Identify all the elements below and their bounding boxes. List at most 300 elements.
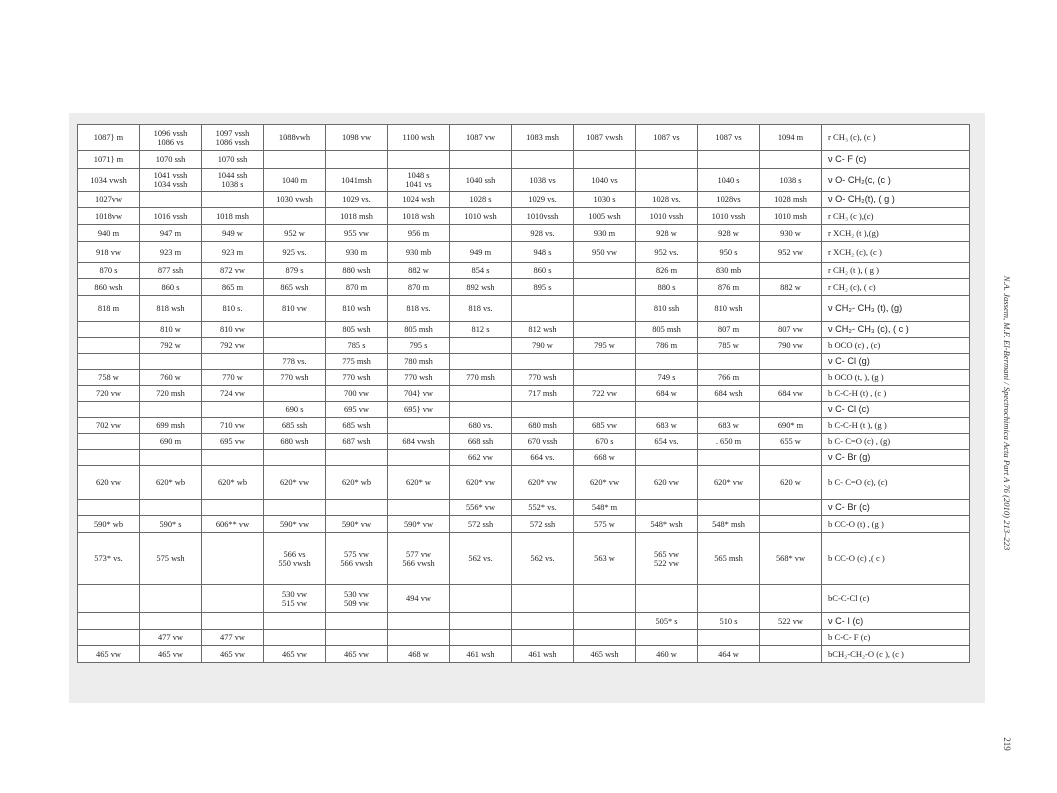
frequency-cell: 790 vw	[760, 338, 822, 354]
frequency-cell: 770 w	[202, 370, 264, 386]
frequency-cell: 950 vw	[574, 242, 636, 263]
frequency-cell: 562 vs.	[512, 533, 574, 585]
frequency-cell: 722 vw	[574, 386, 636, 402]
frequency-cell: 930 m	[574, 225, 636, 242]
frequency-cell	[388, 418, 450, 434]
frequency-cell: 720 msh	[140, 386, 202, 402]
frequency-cell: 590* s	[140, 516, 202, 533]
frequency-cell: 795 w	[574, 338, 636, 354]
page-number: 219	[1002, 737, 1012, 751]
frequency-cell: 1040 vs	[574, 169, 636, 192]
frequency-cell: 1034 vwsh	[78, 169, 140, 192]
frequency-cell: 810 wsh	[326, 296, 388, 322]
frequency-cell: 680 vs.	[450, 418, 512, 434]
frequency-cell: 1070 ssh	[202, 151, 264, 169]
frequency-cell	[512, 296, 574, 322]
frequency-cell: 465 vw	[326, 646, 388, 663]
frequency-cell: 1087 vs	[698, 125, 760, 151]
frequency-cell: 510 s	[698, 613, 760, 630]
frequency-cell: 690* m	[760, 418, 822, 434]
frequency-cell	[388, 500, 450, 516]
frequency-cell: 872 vw	[202, 263, 264, 279]
frequency-cell	[574, 630, 636, 646]
frequency-cell: 1041 vssh 1034 vssh	[140, 169, 202, 192]
frequency-cell	[760, 516, 822, 533]
frequency-cell: 955 vw	[326, 225, 388, 242]
frequency-cell: 464 w	[698, 646, 760, 663]
frequency-cell	[512, 151, 574, 169]
frequency-cell: 928 w	[698, 225, 760, 242]
assignment-cell: b C-C-H (t) , (c )	[822, 386, 970, 402]
frequency-cell: 766 m	[698, 370, 760, 386]
frequency-cell: 770 wsh	[326, 370, 388, 386]
frequency-cell: 465 wsh	[574, 646, 636, 663]
frequency-cell	[574, 354, 636, 370]
frequency-cell: 877 ssh	[140, 263, 202, 279]
frequency-cell: 892 wsh	[450, 279, 512, 296]
frequency-cell	[388, 450, 450, 466]
frequency-cell: 807 vw	[760, 322, 822, 338]
frequency-cell: 826 m	[636, 263, 698, 279]
frequency-cell: 590* vw	[326, 516, 388, 533]
frequency-cell	[202, 585, 264, 613]
frequency-cell	[78, 402, 140, 418]
frequency-cell: 930 m	[326, 242, 388, 263]
frequency-cell: 758 w	[78, 370, 140, 386]
frequency-cell: 805 msh	[388, 322, 450, 338]
frequency-cell: 1088vwh	[264, 125, 326, 151]
frequency-cell: 870 m	[326, 279, 388, 296]
frequency-cell	[636, 151, 698, 169]
frequency-cell	[78, 450, 140, 466]
frequency-cell	[760, 450, 822, 466]
frequency-cell: 785 s	[326, 338, 388, 354]
table-row	[78, 386, 970, 402]
frequency-cell: 548* m	[574, 500, 636, 516]
frequency-cell: 925 vs.	[264, 242, 326, 263]
frequency-cell: 1044 ssh 1038 s	[202, 169, 264, 192]
frequency-cell: 620 w	[760, 466, 822, 500]
frequency-cell: 572 ssh	[512, 516, 574, 533]
frequency-cell	[450, 613, 512, 630]
frequency-cell: 923 m	[140, 242, 202, 263]
frequency-cell: 818 vs.	[450, 296, 512, 322]
frequency-cell	[264, 450, 326, 466]
frequency-cell	[574, 151, 636, 169]
frequency-cell: 590* vw	[264, 516, 326, 533]
frequency-cell	[698, 630, 760, 646]
frequency-cell	[698, 450, 760, 466]
table-row	[78, 434, 970, 450]
assignment-cell: b CC-O (t) , (g )	[822, 516, 970, 533]
frequency-cell: 1071} m	[78, 151, 140, 169]
assignment-cell: b OCO (t, ), (g )	[822, 370, 970, 386]
frequency-cell: 1038 vs	[512, 169, 574, 192]
frequency-cell: 690 m	[140, 434, 202, 450]
frequency-cell: 1087} m	[78, 125, 140, 151]
frequency-cell: 620* wb	[326, 466, 388, 500]
frequency-cell: 749 s	[636, 370, 698, 386]
frequency-cell	[264, 322, 326, 338]
frequency-cell	[636, 354, 698, 370]
frequency-cell: 461 wsh	[512, 646, 574, 663]
frequency-cell	[698, 500, 760, 516]
frequency-cell: 575 w	[574, 516, 636, 533]
frequency-cell	[760, 585, 822, 613]
frequency-cell: 810 vw	[202, 322, 264, 338]
frequency-cell	[698, 354, 760, 370]
frequency-cell: 655 w	[760, 434, 822, 450]
frequency-cell: 930 mb	[388, 242, 450, 263]
frequency-cell: 700 vw	[326, 386, 388, 402]
frequency-cell	[760, 263, 822, 279]
frequency-cell: 1087 vw	[450, 125, 512, 151]
frequency-cell: 670 vssh	[512, 434, 574, 450]
frequency-cell	[202, 533, 264, 585]
assignment-cell: ν C- Cl (c)	[822, 402, 970, 418]
frequency-cell: 810 s.	[202, 296, 264, 322]
frequency-cell: 1028 msh	[760, 192, 822, 208]
frequency-cell: 687 wsh	[326, 434, 388, 450]
frequency-cell	[202, 450, 264, 466]
frequency-cell: 465 vw	[202, 646, 264, 663]
frequency-cell	[450, 354, 512, 370]
frequency-cell: 1096 vssh 1086 vs	[140, 125, 202, 151]
frequency-cell	[202, 500, 264, 516]
frequency-cell: 928 vs.	[512, 225, 574, 242]
frequency-cell	[636, 500, 698, 516]
frequency-cell: 950 s	[698, 242, 760, 263]
frequency-cell: 795 s	[388, 338, 450, 354]
frequency-cell: 590* vw	[388, 516, 450, 533]
frequency-cell: 1010 msh	[760, 208, 822, 225]
frequency-cell	[450, 402, 512, 418]
frequency-cell: 1028 s	[450, 192, 512, 208]
assignment-cell: bC-C-Cl (c)	[822, 585, 970, 613]
frequency-cell: 790 w	[512, 338, 574, 354]
frequency-cell: 812 wsh	[512, 322, 574, 338]
table-row	[78, 296, 970, 322]
frequency-cell: 548* msh	[698, 516, 760, 533]
frequency-cell	[760, 646, 822, 663]
frequency-cell: 948 s	[512, 242, 574, 263]
frequency-cell: 1010 vssh	[698, 208, 760, 225]
frequency-cell: 717 msh	[512, 386, 574, 402]
assignment-cell: ν O- CH₂(c, (c )	[822, 169, 970, 192]
frequency-cell: 670 s	[574, 434, 636, 450]
frequency-cell	[78, 354, 140, 370]
assignment-cell: r XCH₂ (t ),(g)	[822, 225, 970, 242]
frequency-cell: 1030 vwsh	[264, 192, 326, 208]
frequency-cell	[636, 169, 698, 192]
assignment-cell: b C- C=O (c), (c)	[822, 466, 970, 500]
frequency-cell	[140, 500, 202, 516]
frequency-cell: 522 vw	[760, 613, 822, 630]
assignment-cell: b C- C=O (c) , (g)	[822, 434, 970, 450]
assignment-cell: ν O- CH₂(t), ( g )	[822, 192, 970, 208]
frequency-cell	[78, 613, 140, 630]
frequency-cell: 680 msh	[512, 418, 574, 434]
frequency-cell: 810 vw	[264, 296, 326, 322]
frequency-cell: 792 w	[140, 338, 202, 354]
table-row	[78, 402, 970, 418]
frequency-cell: 770 wsh	[388, 370, 450, 386]
frequency-cell: 780 msh	[388, 354, 450, 370]
frequency-cell: 880 wsh	[326, 263, 388, 279]
assignment-cell: r CH₂ (t ), ( g )	[822, 263, 970, 279]
frequency-cell	[512, 402, 574, 418]
frequency-cell	[78, 630, 140, 646]
frequency-cell: 685 ssh	[264, 418, 326, 434]
frequency-cell: 812 s	[450, 322, 512, 338]
frequency-cell	[574, 322, 636, 338]
frequency-cell: 947 m	[140, 225, 202, 242]
frequency-cell: 930 w	[760, 225, 822, 242]
frequency-cell: 680 wsh	[264, 434, 326, 450]
frequency-cell	[574, 585, 636, 613]
frequency-cell	[636, 450, 698, 466]
frequency-cell	[636, 402, 698, 418]
frequency-cell: 620* vw	[512, 466, 574, 500]
frequency-cell	[78, 338, 140, 354]
table-row	[78, 370, 970, 386]
frequency-cell: 1041msh	[326, 169, 388, 192]
frequency-cell: 770 wsh	[512, 370, 574, 386]
frequency-cell: 949 m	[450, 242, 512, 263]
running-head: N.A. Jassem, M.F. El-Bermani / Spectrochimica Acta Part A 76 (2010) 213–223	[1002, 275, 1012, 551]
frequency-cell: 1040 ssh	[450, 169, 512, 192]
table-row	[78, 500, 970, 516]
frequency-cell: 1070 ssh	[140, 151, 202, 169]
frequency-cell: 575 vw 566 vwsh	[326, 533, 388, 585]
frequency-cell: 760 w	[140, 370, 202, 386]
frequency-cell: 1018 msh	[202, 208, 264, 225]
frequency-cell: 606** vw	[202, 516, 264, 533]
table-row	[78, 242, 970, 263]
frequency-cell	[760, 354, 822, 370]
frequency-cell: 620* vw	[574, 466, 636, 500]
frequency-cell: 565 msh	[698, 533, 760, 585]
table-row	[78, 208, 970, 225]
frequency-cell: 928 w	[636, 225, 698, 242]
frequency-cell: 949 w	[202, 225, 264, 242]
assignment-cell: r CH₂ (c), ( c)	[822, 279, 970, 296]
frequency-cell: 1087 vwsh	[574, 125, 636, 151]
frequency-cell	[78, 322, 140, 338]
frequency-cell: 785 w	[698, 338, 760, 354]
frequency-cell: 880 s	[636, 279, 698, 296]
frequency-cell: 465 vw	[78, 646, 140, 663]
frequency-cell: 654 vs.	[636, 434, 698, 450]
frequency-cell: 860 wsh	[78, 279, 140, 296]
frequency-cell: 1010 wsh	[450, 208, 512, 225]
frequency-cell	[202, 402, 264, 418]
frequency-cell	[512, 585, 574, 613]
frequency-cell: 1027vw	[78, 192, 140, 208]
assignment-cell: ν C- F (c)	[822, 151, 970, 169]
frequency-cell: 952 w	[264, 225, 326, 242]
frequency-cell	[326, 151, 388, 169]
frequency-cell: 786 m	[636, 338, 698, 354]
frequency-cell: 548* wsh	[636, 516, 698, 533]
frequency-cell: 1048 s 1041 vs	[388, 169, 450, 192]
frequency-cell: 882 w	[760, 279, 822, 296]
frequency-cell	[760, 151, 822, 169]
assignment-cell: ν C- Br (g)	[822, 450, 970, 466]
frequency-cell: 530 vw 515 vw	[264, 585, 326, 613]
frequency-cell	[264, 630, 326, 646]
frequency-cell	[450, 151, 512, 169]
frequency-cell: 685 vw	[574, 418, 636, 434]
frequency-cell: 940 m	[78, 225, 140, 242]
frequency-cell: 860 s	[512, 263, 574, 279]
frequency-cell	[636, 630, 698, 646]
frequency-cell: 1040 m	[264, 169, 326, 192]
table-row	[78, 585, 970, 613]
frequency-cell: 1087 vs	[636, 125, 698, 151]
frequency-cell: 573* vs.	[78, 533, 140, 585]
frequency-cell: . 650 m	[698, 434, 760, 450]
frequency-cell	[264, 613, 326, 630]
frequency-cell	[78, 434, 140, 450]
assignment-cell: b C-C- F (c)	[822, 630, 970, 646]
frequency-cell: 879 s	[264, 263, 326, 279]
table-row	[78, 263, 970, 279]
frequency-cell: 870 s	[78, 263, 140, 279]
frequency-cell: 818 wsh	[140, 296, 202, 322]
frequency-cell: 876 m	[698, 279, 760, 296]
frequency-cell: 684 vw	[760, 386, 822, 402]
table-row	[78, 630, 970, 646]
frequency-cell	[512, 613, 574, 630]
frequency-cell: 668 ssh	[450, 434, 512, 450]
frequency-cell: 620* vw	[450, 466, 512, 500]
frequency-cell: 572 ssh	[450, 516, 512, 533]
frequency-cell: 690 s	[264, 402, 326, 418]
assignment-cell: b OCO (c) , (c)	[822, 338, 970, 354]
frequency-cell: 818 m	[78, 296, 140, 322]
frequency-cell: 810 ssh	[636, 296, 698, 322]
frequency-cell: 895 s	[512, 279, 574, 296]
table-row	[78, 466, 970, 500]
frequency-cell: 792 vw	[202, 338, 264, 354]
frequency-cell: 563 w	[574, 533, 636, 585]
frequency-cell	[450, 386, 512, 402]
frequency-cell: 1083 msh	[512, 125, 574, 151]
frequency-cell: 1028vs	[698, 192, 760, 208]
table-row	[78, 151, 970, 169]
frequency-cell: 1010 vssh	[636, 208, 698, 225]
table-row	[78, 322, 970, 338]
frequency-cell: 664 vs.	[512, 450, 574, 466]
frequency-cell	[574, 263, 636, 279]
frequency-cell: 552* vs.	[512, 500, 574, 516]
assignment-cell: r CH₃ (c), (c )	[822, 125, 970, 151]
frequency-cell: 1018 wsh	[388, 208, 450, 225]
assignment-cell: r XCH₂ (c), (c )	[822, 242, 970, 263]
frequency-cell: 565 vw 522 vw	[636, 533, 698, 585]
frequency-cell: 685 wsh	[326, 418, 388, 434]
frequency-cell: 695} vw	[388, 402, 450, 418]
table-row	[78, 613, 970, 630]
frequency-cell: 770 msh	[450, 370, 512, 386]
frequency-cell: 1029 vs.	[326, 192, 388, 208]
frequency-cell: 683 w	[636, 418, 698, 434]
frequency-cell: 810 wsh	[698, 296, 760, 322]
frequency-cell: 468 w	[388, 646, 450, 663]
frequency-cell: 1024 wsh	[388, 192, 450, 208]
frequency-cell: 1010vssh	[512, 208, 574, 225]
frequency-cell: 494 vw	[388, 585, 450, 613]
frequency-cell: 505* s	[636, 613, 698, 630]
frequency-cell: 662 vw	[450, 450, 512, 466]
frequency-cell	[512, 354, 574, 370]
frequency-cell: 702 vw	[78, 418, 140, 434]
frequency-cell: 477 vw	[202, 630, 264, 646]
frequency-cell: 684 vwsh	[388, 434, 450, 450]
table-row	[78, 338, 970, 354]
frequency-cell	[760, 402, 822, 418]
frequency-cell: 577 vw 566 vwsh	[388, 533, 450, 585]
frequency-cell	[202, 354, 264, 370]
assignment-cell: ν CH₂- CH₃ (c), ( c )	[822, 322, 970, 338]
table-row	[78, 192, 970, 208]
assignment-cell: ν C- Br (c)	[822, 500, 970, 516]
frequency-cell	[760, 296, 822, 322]
table-row	[78, 450, 970, 466]
frequency-cell: 620 vw	[78, 466, 140, 500]
frequency-cell: 724 vw	[202, 386, 264, 402]
frequency-cell	[140, 192, 202, 208]
frequency-cell: 952 vs.	[636, 242, 698, 263]
frequency-cell: 923 m	[202, 242, 264, 263]
frequency-cell: 1098 vw	[326, 125, 388, 151]
frequency-cell	[450, 630, 512, 646]
frequency-cell: 720 vw	[78, 386, 140, 402]
frequency-cell: 590* wb	[78, 516, 140, 533]
frequency-cell	[264, 338, 326, 354]
assignment-cell: b CC-O (c) ,( c )	[822, 533, 970, 585]
frequency-cell: 684 w	[636, 386, 698, 402]
frequency-cell: 870 m	[388, 279, 450, 296]
frequency-cell: 865 wsh	[264, 279, 326, 296]
frequency-cell: 956 m	[388, 225, 450, 242]
frequency-cell: 1038 s	[760, 169, 822, 192]
frequency-cell	[326, 500, 388, 516]
table-row	[78, 279, 970, 296]
frequency-cell: 695 vw	[326, 402, 388, 418]
frequency-cell	[698, 151, 760, 169]
frequency-cell: 775 msh	[326, 354, 388, 370]
frequency-cell: 568* vw	[760, 533, 822, 585]
frequency-cell	[698, 585, 760, 613]
frequency-cell	[450, 585, 512, 613]
frequency-cell	[264, 208, 326, 225]
frequency-cell: 699 msh	[140, 418, 202, 434]
frequency-cell: 465 vw	[264, 646, 326, 663]
frequency-cell	[760, 630, 822, 646]
frequency-cell: 704} vw	[388, 386, 450, 402]
frequency-cell	[326, 630, 388, 646]
frequency-cell: 860 s	[140, 279, 202, 296]
table-row	[78, 418, 970, 434]
frequency-cell: 918 vw	[78, 242, 140, 263]
frequency-cell: 1094 m	[760, 125, 822, 151]
frequency-cell	[264, 151, 326, 169]
frequency-cell	[140, 585, 202, 613]
frequency-cell	[574, 296, 636, 322]
frequency-cell: 530 vw 509 vw	[326, 585, 388, 613]
